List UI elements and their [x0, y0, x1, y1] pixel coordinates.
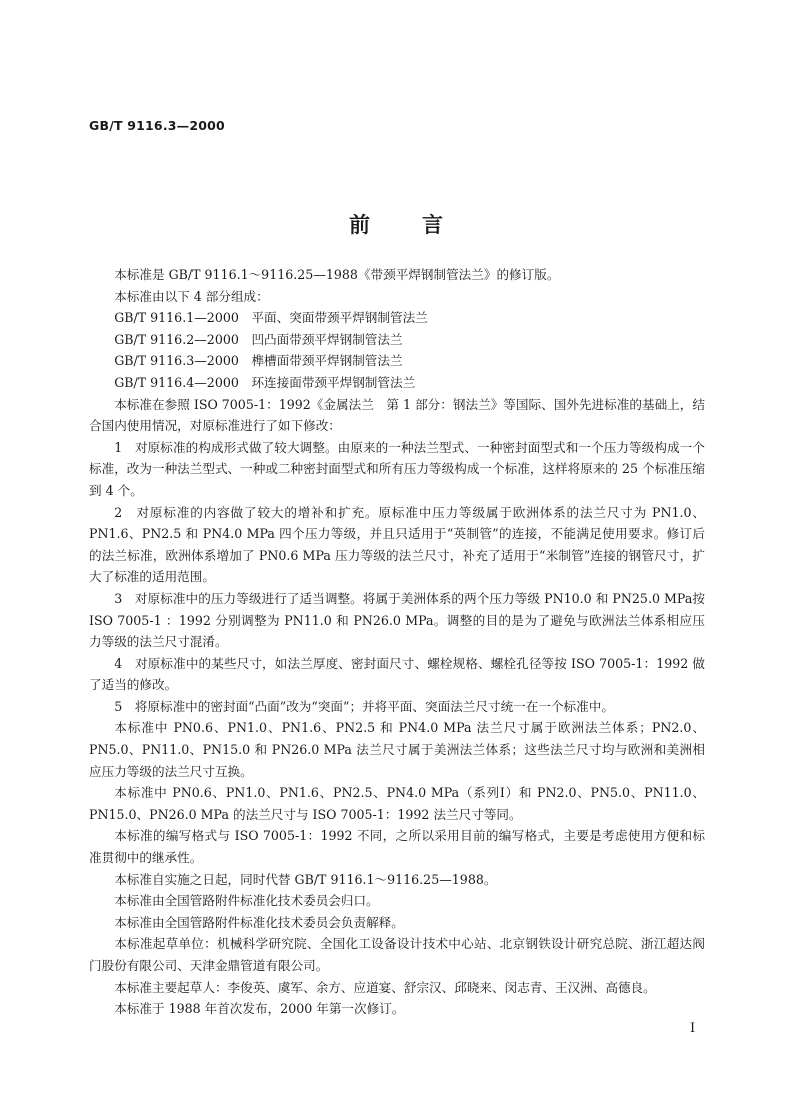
paragraph-part-1: GB/T 9116.1—2000 平面、突面带颈平焊钢制管法兰 — [114, 310, 428, 326]
paragraph-reference-basis: 本标准在参照 ISO 7005-1：1992《金属法兰 第 1 部分：钢法兰》等国际、国外先进标准的基础上，结合国内使用情况，对原标准进行了如下修改： — [89, 396, 705, 434]
paragraph-change-2: 2 对原标准的内容做了较大的增补和扩充。原标准中压力等级属于欧洲体系的法兰尺寸为 PN1.0、PN1.6、PN2.5 和 PN4.0 MPa 四个压力等级，并且只适用于“英制管”的连接，不能满足使用要求。修订后的法兰标准，欧洲体系增加了 PN0.6 MPa 压力等级的法兰尺寸，补充了适用于“米制管”连接的钢管尺寸，扩大了标准的适用范围。 — [89, 504, 705, 585]
paragraph-change-4: 4 对原标准中的某些尺寸，如法兰厚度、密封面尺寸、螺栓规格、螺栓孔径等按 ISO 7005-1：1992 做了适当的修改。 — [89, 655, 705, 693]
title-char-2: 言 — [422, 213, 443, 237]
title-char-1: 前 — [349, 213, 370, 237]
paragraph-part-2: GB/T 9116.2—2000 凹凸面带颈平焊钢制管法兰 — [114, 331, 403, 347]
paragraph-drafting-units: 本标准起草单位：机械科学研究院、全国化工设备设计技术中心站、北京钢铁设计研究总院、浙江超达阀门股份有限公司、天津金鼎管道有限公司。 — [89, 936, 705, 973]
page-number: I — [690, 1021, 696, 1036]
paragraph-pressure-systems: 本标准中 PN0.6、PN1.0、PN1.6、PN2.5 和 PN4.0 MPa 法兰尺寸属于欧洲法兰体系；PN2.0、PN5.0、PN11.0、PN15.0 和 PN26.0 MPa 法兰尺寸属于美洲法兰体系；这些法兰尺寸均与欧洲和美洲相应压力等级的法兰尺寸互换。 — [89, 720, 705, 779]
paragraph-parts-intro: 本标准由以下 4 部分组成： — [114, 288, 269, 304]
foreword-body — [89, 264, 705, 1020]
standard-code-header: GB/T 9116.3—2000 — [89, 118, 225, 133]
paragraph-revision-note: 本标准是 GB/T 9116.1～9116.25—1988《带颈平焊钢制管法兰》的修订版。 — [114, 267, 560, 282]
paragraph-interpretation: 本标准由全国管路附件标准化技术委员会负责解释。 — [114, 914, 404, 930]
paragraph-drafters: 本标准主要起草人：李俊英、虞军、余方、应道宴、舒宗汉、邱晓来、闵志青、王汉洲、高德良。 — [114, 979, 656, 995]
paragraph-proposed-by: 本标准由全国管路附件标准化技术委员会归口。 — [114, 893, 379, 909]
paragraph-change-5: 5 将原标准中的密封面“凸面”改为“突面”；并将平面、突面法兰尺寸统一在一个标准中。 — [114, 698, 614, 714]
paragraph-change-1: 1 对原标准的构成形式做了较大调整。由原来的一种法兰型式、一种密封面型式和一个压力等级构成一个标准，改为一种法兰型式、一种或二种密封面型式和所有压力等级构成一个标准，这样将原来的 25 个标准压缩到 4 个。 — [89, 439, 705, 498]
paragraph-part-3: GB/T 9116.3—2000 榫槽面带颈平焊钢制管法兰 — [114, 353, 403, 369]
paragraph-publication-history: 本标准于 1988 年首次发布，2000 年第一次修订。 — [114, 1001, 405, 1017]
paragraph-iso-equivalence: 本标准中 PN0.6、PN1.0、PN1.6、PN2.5、PN4.0 MPa（系列Ⅰ）和 PN2.0、PN5.0、PN11.0、PN15.0、PN26.0 MPa 的法兰尺寸与 ISO 7005-1：1992 法兰尺寸等同。 — [89, 785, 705, 822]
paragraph-change-3: 3 对原标准中的压力等级进行了适当调整。将属于美洲体系的两个压力等级 PN10.0 和 PN25.0 MPa按 ISO 7005-1 ：1992 分别调整为 PN11.0 和 PN26.0 MPa。调整的目的是为了避免与欧洲法兰体系相应压力等级的法兰尺寸混淆。 — [89, 590, 705, 650]
paragraph-part-4: GB/T 9116.4—2000 环连接面带颈平焊钢制管法兰 — [114, 374, 416, 390]
paragraph-supersedes: 本标准自实施之日起，同时代替 GB/T 9116.1～9116.25—1988。 — [114, 871, 497, 887]
paragraph-format-note: 本标准的编写格式与 ISO 7005-1：1992 不同，之所以采用目前的编写格式，主要是考虑使用方便和标准贯彻中的继承性。 — [89, 828, 705, 866]
page-title — [0, 210, 792, 240]
